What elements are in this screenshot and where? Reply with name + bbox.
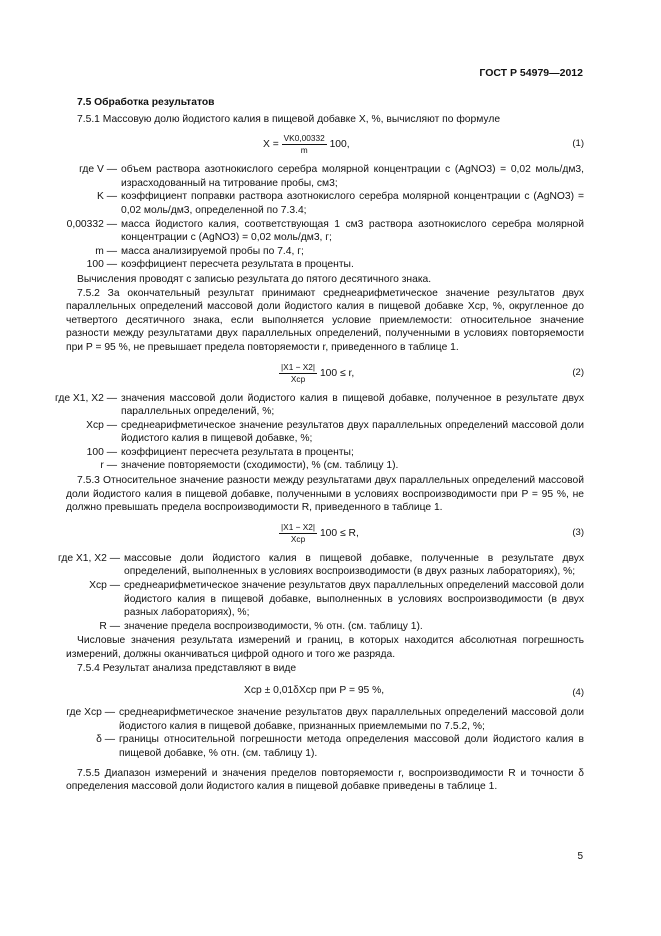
formula-1-lhs: X = [263,139,279,151]
definition-term: R — [99,620,120,632]
formula-1 [66,129,584,159]
formula-1-tail: 100, [329,139,350,151]
definition-description: коэффициент поправки раствора азотнокислого серебра молярной концентрации c (AgNO3) = 0,02 моль/дм3, определенной по 7.3.4; [121,191,584,216]
definition-term: где X1, X2 — [55,392,117,404]
definition-item [55,392,584,419]
definition-item [66,258,584,272]
formula-3 [66,518,584,548]
definition-description: значение повторяемости (сходимости), % (см. таблицу 1). [121,460,399,472]
definition-term: Xср — [89,580,120,592]
definition-item [66,190,584,217]
formula-2-tail: 100 ≤ r, [319,367,355,379]
definition-item [66,733,584,760]
formula-1-fraction [282,133,327,156]
definitions-formula-3 [58,552,584,634]
definition-term: 0,00332 — [66,218,117,230]
definition-description: значения массовой доли йодистого калия в пищевой добавке, полученное в результате двух параллельных определений, %; [121,392,584,418]
definition-term: Xср — [86,419,117,431]
definitions-formula-4 [66,706,584,760]
formula-4 [66,678,584,702]
paragraph-7-5-4: 7.5.4 Результат анализа представляют в виде [77,662,297,674]
definition-item [66,218,584,245]
definition-description: коэффициент пересчета результата в проценты. [121,259,354,271]
formula-2-fraction [279,362,317,385]
definition-description: границы относительной погрешности метода определения массовой доли йодистого калия в пищевой добавке, % отн. (см. таблицу 1). [119,734,584,759]
definition-item [58,552,584,579]
definition-description: значение предела воспроизводимости, % отн. (см. таблицу 1). [124,620,423,632]
definition-term: 100 — [86,259,117,271]
definition-term: m — [95,245,117,257]
paragraph-7-5-1: 7.5.1 Массовую долю йодистого калия в пищевой добавке X, %, вычисляют по формуле [77,113,501,125]
formula-1-denominator: m [300,145,308,156]
definition-item [66,245,584,259]
definition-item [66,163,584,190]
page-number: 5 [577,851,583,862]
definition-term: где V — [79,164,117,176]
definition-description: среднеарифметическое значение результатов двух параллельных определений массовой доли йодистого калия в пищевой добавке, %; [121,419,584,445]
paragraph-calculations: Вычисления проводят с записью результата до пятого десятичного знака. [77,273,432,285]
formula-2 [66,358,584,388]
paragraph-7-5-5: 7.5.5 Диапазон измерений и значения пределов повторяемости r, воспроизводимости R и точности δ определения массовой доли йодистого калия в пищевой добавке приведены в таблице 1. [66,767,584,793]
definition-description: объем раствора азотнокислого серебра молярной концентрации c (AgNO3) = 0,02 моль/дм3, израсходованный на титрование пробы, см3; [121,164,584,189]
equation-number-4: (4) [572,687,584,699]
definition-term: K — [96,191,117,203]
definition-description: масса йодистого калия, соответствующая 1 см3 раствора азотнокислого серебра молярной концентрации c (AgNO3) = 0,02 моль/дм3, г; [121,218,584,244]
definition-item [66,459,584,473]
definition-description: среднеарифметическое значение результатов двух параллельных определений массовой доли йодистого калия в пищевой добавке, выполненных в условиях воспроизводимости (в двух разных лабораториях), %; [124,580,584,619]
definitions-formula-1 [66,163,584,272]
definition-term: где X1, X2 — [58,552,120,564]
standard-header: ГОСТ Р 54979—2012 [479,67,583,79]
definition-item [66,706,584,733]
paragraph-numeric-values: Числовые значения результата измерений и границ, в которых находится абсолютная погрешность измерений, должны оканчиваться цифрой одного и того же разряда. [66,635,584,660]
formula-3-denominator: Xср [290,533,306,544]
definition-item [66,620,584,634]
equation-number-3: (3) [572,526,584,538]
document-body [55,94,584,794]
definition-term: δ — [96,734,115,746]
equation-number-2: (2) [572,366,584,378]
definition-description: коэффициент пересчета результата в проценты; [121,446,354,458]
paragraph-7-5-3: 7.5.3 Относительное значение разности между результатами двух параллельных определений массовой доли йодистого калия в пищевой добавке, полученными в условиях воспроизводимости при P = 95 %, не должно превышать предела воспроизводимости R, приведенного в таблице 1. [66,475,584,514]
definition-item [66,446,584,460]
definition-item [66,579,584,620]
definitions-formula-2 [55,392,584,474]
equation-number-1: (1) [572,138,584,150]
definition-description: масса анализируемой пробы по 7.4, г; [121,245,304,257]
formula-2-denominator: Xср [290,373,306,384]
formula-4-expression: Xср ± 0,01δXср при P = 95 %, [244,685,385,697]
formula-3-tail: 100 ≤ R, [319,528,359,540]
definition-term: 100 — [86,446,117,458]
definition-description: массовые доли йодистого калия в пищевой добавке, полученные в результате двух определений, выполненных в условиях воспроизводимости (в двух разных лабораториях), %; [124,552,584,578]
paragraph-7-5-2: 7.5.2 За окончательный результат принимают среднеарифметическое значение результатов двух параллельных определений массовой доли йодистого калия в пищевой добавке Xср, %, округленное до четвертого десятичного знака, если выполняется условие приемлемости: относительное значение разности между результатами двух параллельных определений, полученными в условиях повторяемости при P = 95 %, не превышает предела повторяемости r, приведенного в таблице 1. [66,287,584,353]
definition-term: где Xср — [66,707,115,719]
formula-3-numerator: |X1 − X2| [281,521,316,532]
definition-term: r — [100,460,117,472]
formula-3-fraction [279,522,317,545]
formula-2-numerator: |X1 − X2| [281,361,316,372]
formula-1-numerator: VK0,00332 [283,133,325,144]
section-heading: 7.5 Обработка результатов [77,97,215,108]
definition-item [66,419,584,446]
definition-description: среднеарифметическое значение результатов двух параллельных определений массовой доли йодистого калия в пищевой добавке, признанных приемлемыми по 7.5.2, %; [119,707,584,732]
